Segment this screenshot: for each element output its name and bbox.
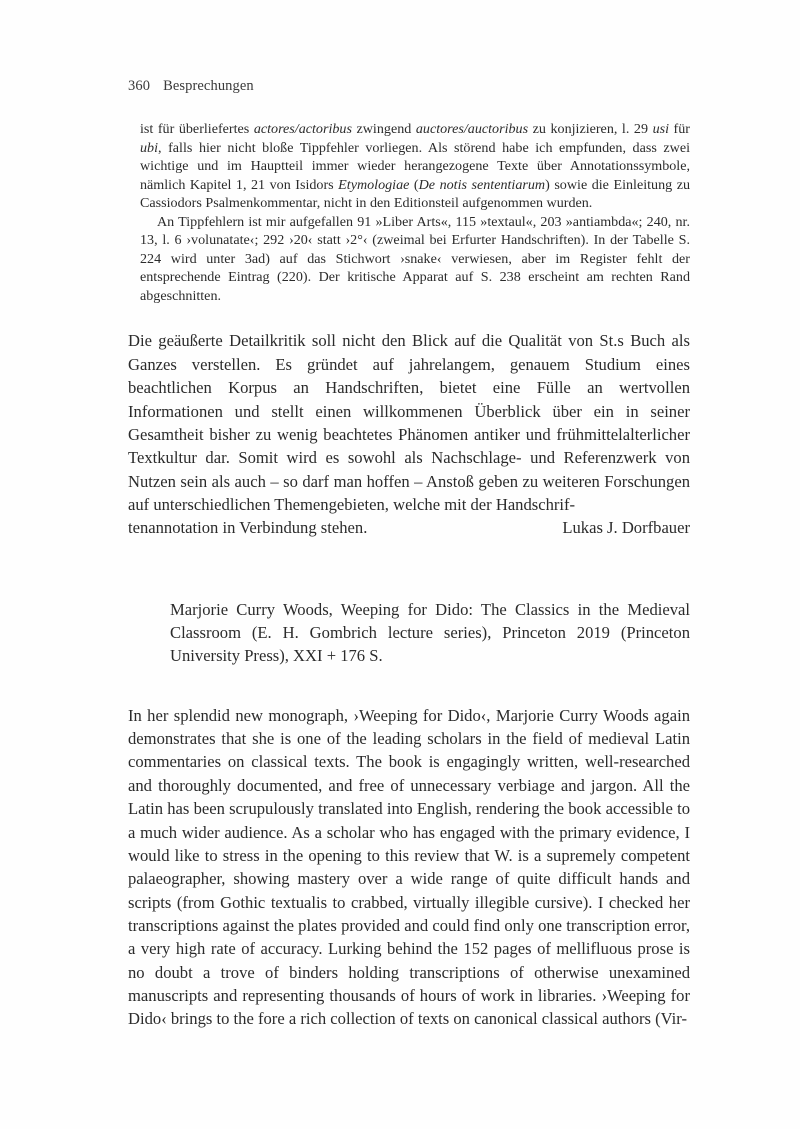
italic-term: actores/actoribus [253, 121, 352, 137]
review-one-closing-text: Die geäußerte Detailkritik soll nicht den Blick auf die Qualität von St.s Buch als Ganzes verstellen. Es gründet auf jahrelangem, genauem Studium eines beachtlichen Korpus an Handschriften, bietet eine Fülle an wertvollen Informationen und stellt einen willkommenen Überblick über ein in seiner Gesamtheit bisher zu wenig beachtetes Phänomen antiker und frühmittelalterlicher Textkultur dar. Somit wird es sowohl als Nachschlage- und Referenzwerk von Nutzen sein als auch – so darf man hoffen – Anstoß geben zu weiteren Forschungen auf unterschiedlichen Themengebieten, welche mit der Handschrif- [128, 331, 690, 514]
italic-term: De notis sententiarum [418, 176, 546, 193]
italic-term: auctores/auctoribus [415, 121, 529, 137]
running-head-title: Besprechungen [163, 78, 254, 94]
review-one-closing-block [128, 329, 690, 539]
review-two-paragraph: In her splendid new monograph, ›Weeping for Dido‹, Marjorie Curry Woods again demonstrates that she is one of the leading scholars in the field of medieval Latin commentaries on classical texts. The book is engagingly written, well-researched and thoroughly documented, and free of unnecessary verbiage and jargon. All the Latin has been scrupulously translated into English, rendering the book accessible to a much wider audience. As a scholar who has engaged with the primary evidence, I would like to stress in the opening to this review that W. is a supremely competent palaeographer, showing mastery over a wide range of quite difficult hands and scripts (from Gothic textualis to crabbed, virtually illegible cursive). I checked her transcriptions against the plates provided and could find only one transcription error, a very high rate of accuracy. Lurking behind the 152 pages of mellifluous prose is no doubt a trove of binders holding transcriptions of otherwise unexamined manuscripts and representing thousands of hours of work in libraries. ›Weeping for Dido‹ brings to the fore a rich collection of texts on canonical classical authors (Vir- [128, 705, 690, 1029]
text-run: zu konjizieren, l. 29 [528, 121, 653, 137]
review-two-block [128, 704, 690, 1031]
text-run: für [669, 121, 690, 137]
reviewer-signature: Lukas J. Dorfbauer [562, 518, 690, 538]
review-one-closing-paragraph [128, 329, 690, 516]
signature-line [128, 516, 690, 539]
italic-term: usi [652, 121, 670, 137]
book-citation-block [170, 598, 690, 668]
italic-term: Etymologiae [338, 176, 410, 193]
petit-block [140, 120, 690, 305]
text-run: ) sowie die Einleitung zu Cassiodors Psalmenkommentar, nicht in den Editionsteil aufgenommen wurden. [140, 176, 690, 212]
text-run: ist für überliefertes [140, 121, 254, 137]
text-column [128, 120, 690, 1031]
petit-paragraph-1 [140, 120, 690, 213]
text-run: An Tippfehlern ist mir aufgefallen 91 »Liber Arts«, 115 »textaul«, 203 »antiambda«; 240, nr. 13, l. 6 ›volunatate‹; 292 ›20‹ statt ›2°‹ (zweimal bei Erfurter Handschriften). In der Tabelle S. 224 wird unter 3ad) auf das Stichwort ›snake‹ verwiesen, aber im Register fehlt der entsprechende Eintrag (220). Der kritische Apparat auf S. 238 erscheint am rechten Rand abgeschnitten. [140, 213, 690, 304]
petit-paragraph-2 [140, 213, 690, 306]
italic-term: ubi [140, 139, 159, 156]
review-one-final-words: tenannotation in Verbindung stehen. [128, 518, 368, 538]
running-head [128, 78, 690, 95]
book-citation: Marjorie Curry Woods, Weeping for Dido: The Classics in the Medieval Classroom (E. H. Gombrich lecture series), Princeton 2019 (Princeton University Press), XXI + 176 S. [170, 599, 690, 666]
text-run: zwingend [351, 121, 416, 137]
text-run: ( [409, 176, 419, 193]
text-run: , falls hier nicht bloße Tippfehler vorliegen. Als störend habe ich empfunden, dass zwei wichtige und im Hauptteil immer wieder herangezogene Texte über Annotationssymbole, nämlich Kapitel 1, 21 von Isidors [140, 139, 690, 193]
page-number: 360 [128, 78, 151, 94]
